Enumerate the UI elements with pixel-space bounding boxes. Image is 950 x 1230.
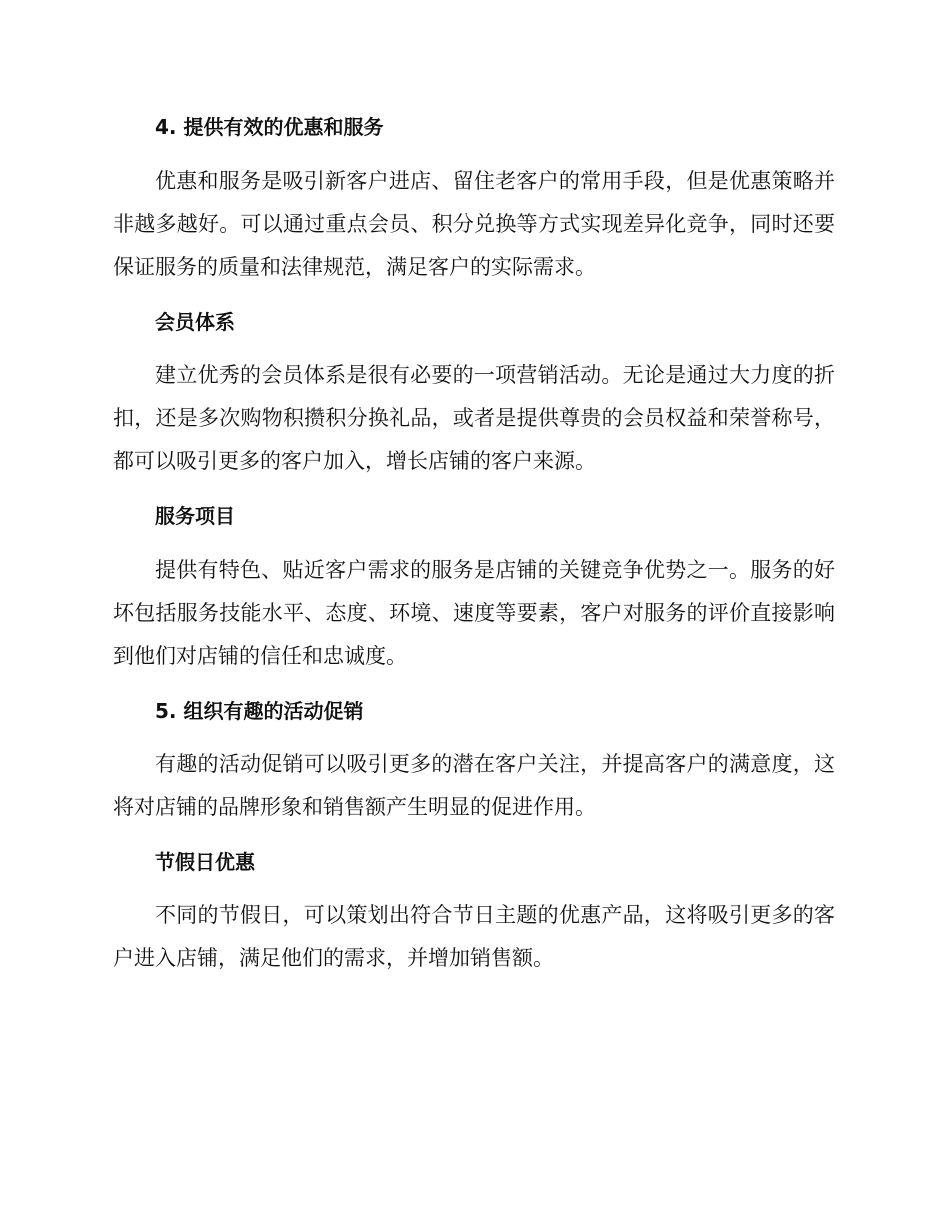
section-paragraph: 建立优秀的会员体系是很有必要的一项营销活动。无论是通过大力度的折扣，还是多次购物积攒积分换礼品，或者是提供尊贵的会员权益和荣誉称号，都可以吸引更多的客户加入，增长店铺的客户来源。 <box>113 363 835 473</box>
section-holiday-offers-body <box>113 894 835 980</box>
section-paragraph: 不同的节假日，可以策划出符合节日主题的优惠产品，这将吸引更多的客户进入店铺，满足他们的需求，并增加销售额。 <box>113 903 835 970</box>
section-discounts-services <box>113 113 835 141</box>
section-paragraph: 优惠和服务是吸引新客户进店、留住老客户的常用手段，但是优惠策略并非越多越好。可以通过重点会员、积分兑换等方式实现差异化竞争，同时还要保证服务的质量和法律规范，满足客户的实际需求。 <box>113 169 835 279</box>
section-heading: 5. 组织有趣的活动促销 <box>155 699 364 723</box>
section-promotions-body <box>113 743 835 829</box>
section-heading: 节假日优惠 <box>155 850 255 874</box>
section-heading: 会员体系 <box>155 310 235 334</box>
section-paragraph: 提供有特色、贴近客户需求的服务是店铺的关键竞争优势之一。服务的好坏包括服务技能水平、态度、环境、速度等要素，客户对服务的评价直接影响到他们对店铺的信任和忠诚度。 <box>113 558 835 668</box>
section-heading: 4. 提供有效的优惠和服务 <box>155 115 384 139</box>
section-paragraph: 有趣的活动促销可以吸引更多的潜在客户关注，并提高客户的满意度，这将对店铺的品牌形象和销售额产生明显的促进作用。 <box>113 752 835 819</box>
section-promotions <box>113 697 835 725</box>
section-service-items <box>113 502 835 530</box>
section-membership <box>113 308 835 336</box>
section-membership-body <box>113 354 835 483</box>
section-discounts-services-body <box>113 160 835 289</box>
section-holiday-offers <box>113 848 835 876</box>
section-service-items-body <box>113 549 835 678</box>
section-heading: 服务项目 <box>155 504 235 528</box>
